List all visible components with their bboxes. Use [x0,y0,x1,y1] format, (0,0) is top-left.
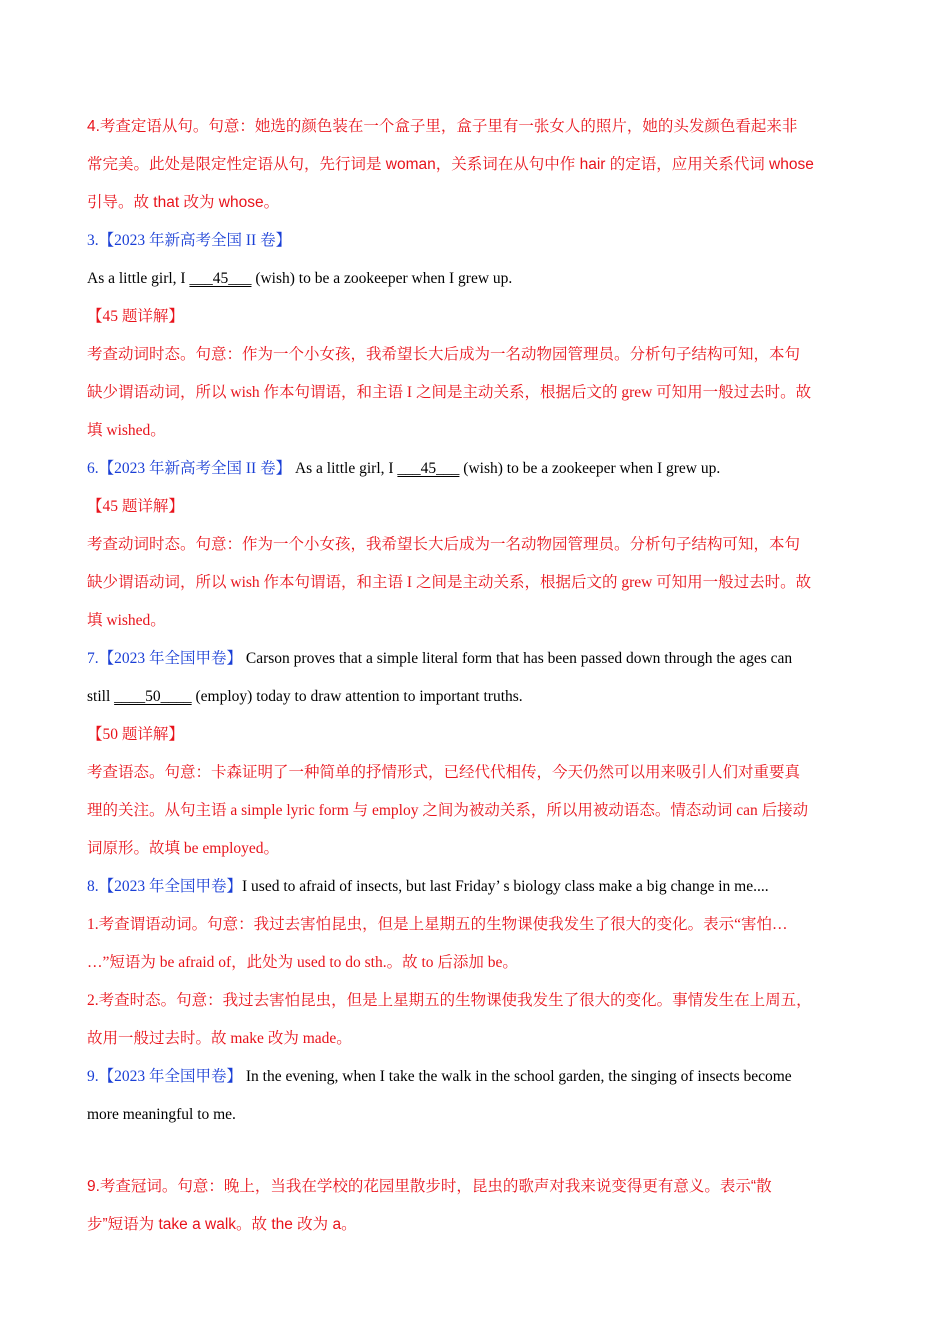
question-heading [87,450,865,488]
question-line [87,678,865,716]
source-tag: 【2023 年全国甲卷】 [98,1068,243,1085]
question-number: 6. [87,460,99,477]
question-line: more meaningful to me. [87,1106,236,1123]
question-text: As a little girl, I [291,460,398,477]
question-text: I used to afraid of insects, but last Friday’ s biology class make a big change in me.... [242,878,769,895]
question-text: Carson proves that a simple literal form that has been passed down through the ages can [242,650,793,667]
explanation-line: 9.考查冠词。句意：晚上，当我在学校的花园里散步时，昆虫的歌声对我来说变得更有意义。表示“散 [87,1178,772,1195]
question-number: 8. [87,878,99,895]
explanation-title: 【45 题详解】 [87,308,184,325]
source-tag: 【2023 年全国甲卷】 [98,650,243,667]
question-text: In the evening, when I take the walk in the school garden, the singing of insects become [242,1068,792,1085]
explanation-line: 填 wished。 [87,612,166,629]
explanation-line: 缺少谓语动词，所以 wish 作本句谓语，和主语 I 之间是主动关系，根据后文的 grew 可知用一般过去时。故 [87,384,812,401]
spacer [87,1134,865,1168]
question-text: (wish) to be a zookeeper when I grew up. [459,460,721,477]
explanation-line: …”短语为 be afraid of，此处为 used to do sth.。故 to 后添加 be。 [87,954,518,971]
question-line [87,260,865,298]
question-number: 7. [87,650,99,667]
question-heading [87,1058,865,1096]
source-tag: 【2023 年新高考全国 II 卷】 [98,232,292,249]
question-text: As a little girl, I [87,270,190,287]
explanation-line: 常完美。此处是限定性定语从句，先行词是 woman，关系词在从句中作 hair 的定语，应用关系代词 whose [87,156,814,173]
explanation-line: 填 wished。 [87,422,166,439]
explanation-line: 考查语态。句意：卡森证明了一种简单的抒情形式，已经代代相传，今天仍然可以用来吸引人们对重要真 [87,764,801,781]
question-heading [87,222,865,260]
explanation-title: 【50 题详解】 [87,726,184,743]
document-content [87,108,865,1244]
explanation-line: 词原形。故填 be employed。 [87,840,280,857]
explanation-title: 【45 题详解】 [87,498,184,515]
answer-blank: ___45___ [189,270,252,287]
answer-blank: ____50____ [114,688,192,705]
explanation-line: 1.考查谓语动词。句意：我过去害怕昆虫，但是上星期五的生物课使我发生了很大的变化。表示“害怕… [87,916,788,933]
explanation-line: 缺少谓语动词，所以 wish 作本句谓语，和主语 I 之间是主动关系，根据后文的 grew 可知用一般过去时。故 [87,574,812,591]
source-tag: 【2023 年新高考全国 II 卷】 [98,460,292,477]
answer-blank: ___45___ [397,460,460,477]
explanation-line: 4.考查定语从句。句意：她选的颜色装在一个盒子里，盒子里有一张女人的照片，她的头发颜色看起来非 [87,118,798,135]
question-heading [87,640,865,678]
question-text: (employ) today to draw attention to important truths. [191,688,523,705]
question-text: (wish) to be a zookeeper when I grew up. [251,270,513,287]
question-number: 3. [87,232,99,249]
explanation-line: 步”短语为 take a walk。故 the 改为 a。 [87,1216,357,1233]
source-tag: 【2023 年全国甲卷】 [98,878,243,895]
explanation-line: 2.考查时态。句意：我过去害怕昆虫，但是上星期五的生物课使我发生了很大的变化。事情发生在上周五， [87,992,812,1009]
question-number: 9. [87,1068,99,1085]
question-text: still [87,688,115,705]
explanation-line: 考查动词时态。句意：作为一个小女孩，我希望长大后成为一名动物园管理员。分析句子结构可知，本句 [87,346,801,363]
explanation-line: 故用一般过去时。故 make 改为 made。 [87,1030,352,1047]
explanation-line: 考查动词时态。句意：作为一个小女孩，我希望长大后成为一名动物园管理员。分析句子结构可知，本句 [87,536,801,553]
explanation-line: 引导。故 that 改为 whose。 [87,194,280,211]
question-heading [87,868,865,906]
explanation-line: 理的关注。从句主语 a simple lyric form 与 employ 之间为被动关系，所以用被动语态。情态动词 can 后接动 [87,802,809,819]
